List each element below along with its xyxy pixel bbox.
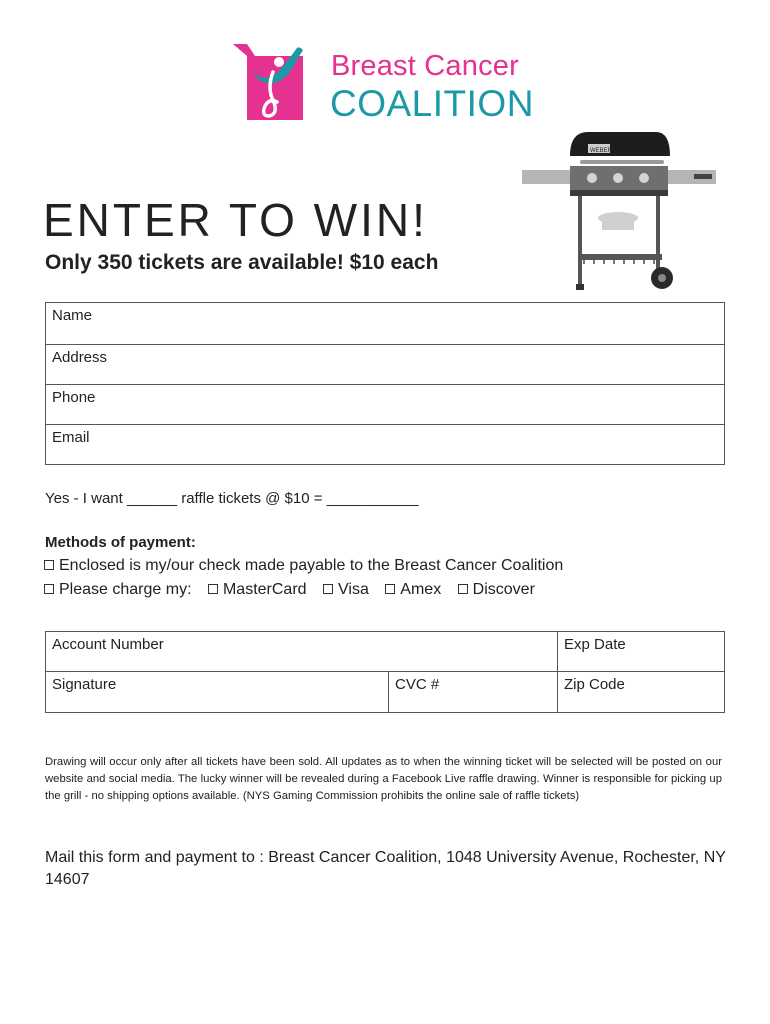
name-field[interactable] [46, 303, 724, 344]
contact-info-table [45, 302, 725, 465]
email-field[interactable] [46, 424, 724, 464]
charge-label: Please charge my: [59, 581, 192, 598]
discover-label: Discover [472, 581, 535, 598]
account-number-field[interactable] [46, 632, 558, 672]
grill-image [518, 126, 718, 301]
discover-checkbox[interactable] [458, 584, 468, 594]
amex-checkbox[interactable] [385, 584, 395, 594]
logo-text-line2: COALITION [330, 83, 534, 124]
visa-checkbox[interactable] [323, 584, 333, 594]
check-option [44, 557, 563, 575]
ticket-request-line: Yes - I want ______ raffle tickets @ $10 = ___________ [45, 490, 419, 507]
amex-label: Amex [400, 581, 442, 598]
email-label: Email [52, 429, 90, 446]
visa-label: Visa [338, 581, 369, 598]
account-number-label: Account Number [52, 636, 164, 653]
signature-field[interactable] [46, 672, 389, 712]
name-label: Name [52, 307, 93, 324]
mastercard-label: MasterCard [222, 581, 307, 598]
signature-label: Signature [52, 676, 117, 693]
grill-brand-label: WEBER [590, 148, 613, 154]
address-field[interactable] [46, 344, 724, 384]
phone-field[interactable] [46, 384, 724, 424]
cvc-label: CVC # [395, 676, 440, 693]
payment-methods-heading: Methods of payment: [45, 534, 196, 551]
check-checkbox[interactable] [44, 560, 54, 570]
cvc-field[interactable] [389, 672, 558, 712]
exp-date-label: Exp Date [564, 636, 626, 653]
charge-option [44, 581, 547, 599]
headline: ENTER TO WIN! [43, 194, 428, 246]
charge-checkbox[interactable] [44, 584, 54, 594]
drawing-disclaimer: Drawing will occur only after all tickets have been sold. All updates as to when the winning ticket will be selected will be posted on our website and social media. The lucky winner will be revealed during a Facebook Live raffle drawing. Winner is responsible for picking up the grill - no shipping options available. (NYS Gaming Commission prohibits the online sale of raffle tickets) [45, 756, 722, 802]
logo-text-line1: Breast Cancer [331, 50, 519, 82]
zip-code-field[interactable] [558, 672, 724, 712]
check-option-label: Enclosed is my/our check made payable to the Breast Cancer Coalition [59, 557, 564, 574]
coalition-logo-icon [233, 44, 321, 120]
card-details-table [45, 631, 725, 713]
mastercard-checkbox[interactable] [208, 584, 218, 594]
mailing-instructions: Mail this form and payment to : Breast Cancer Coalition, 1048 University Avenue, Rochester, NY 14607 [45, 849, 726, 888]
phone-label: Phone [52, 389, 96, 406]
ticket-availability: Only 350 tickets are available! $10 each [45, 251, 439, 274]
exp-date-field[interactable] [558, 632, 724, 672]
zip-code-label: Zip Code [564, 676, 625, 693]
address-label: Address [52, 349, 108, 366]
